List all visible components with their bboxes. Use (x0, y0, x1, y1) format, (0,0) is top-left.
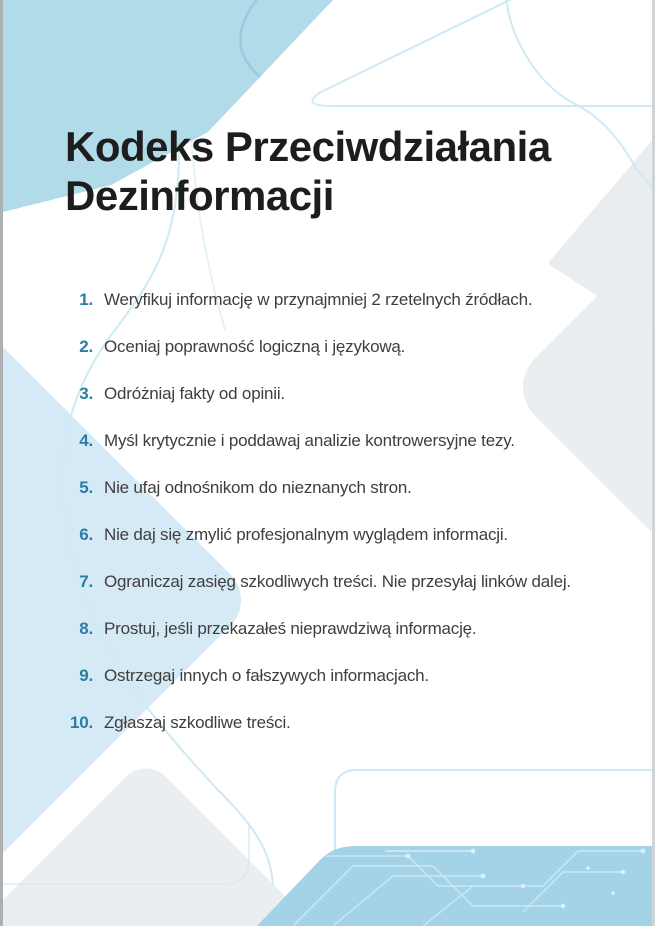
list-item (59, 617, 629, 641)
page-title-line2: Dezinformacji (65, 172, 334, 219)
page-title-line1: Kodeks Przeciwdziałania (65, 123, 551, 170)
list-item-text: Nie daj się zmylić profesjonalnym wyglądem informacji. (104, 525, 508, 544)
list-item-text: Zgłaszaj szkodliwe treści. (104, 713, 291, 732)
list-item-text: Myśl krytycznie i poddawaj analizie kontrowersyjne tezy. (104, 431, 515, 450)
list-item-text: Ostrzegaj innych o fałszywych informacjach. (104, 666, 429, 685)
list-item (59, 335, 629, 359)
list-item (59, 523, 629, 547)
list-item (59, 429, 629, 453)
list-item-number: 9. (79, 666, 93, 685)
list-item (59, 664, 629, 688)
list-item-text: Prostuj, jeśli przekazałeś nieprawdziwą informację. (104, 619, 477, 638)
list-item (59, 711, 629, 735)
list-item-text: Ograniczaj zasięg szkodliwych treści. Nie przesyłaj linków dalej. (104, 572, 571, 591)
rules-list (59, 288, 629, 758)
list-item-number: 1. (79, 290, 93, 309)
list-item (59, 570, 629, 594)
list-item-text: Oceniaj poprawność logiczną i językową. (104, 337, 406, 356)
list-item-number: 2. (79, 337, 93, 356)
list-item-number: 7. (79, 572, 93, 591)
list-item-text: Odróżniaj fakty od opinii. (104, 384, 285, 403)
circuit-band (253, 846, 655, 926)
list-item-number: 4. (79, 431, 93, 450)
list-item-number: 8. (79, 619, 93, 638)
list-item (59, 382, 629, 406)
list-item (59, 288, 629, 312)
list-item (59, 476, 629, 500)
page-title (65, 122, 551, 220)
rounded-outline-top-right (312, 0, 655, 106)
list-item-number: 5. (79, 478, 93, 497)
list-item-text: Weryfikuj informację w przynajmniej 2 rzetelnych źródłach. (104, 290, 533, 309)
list-item-number: 3. (79, 384, 93, 403)
list-item-text: Nie ufaj odnośnikom do nieznanych stron. (104, 478, 412, 497)
list-item-number: 6. (79, 525, 93, 544)
list-item-number: 10. (69, 713, 93, 732)
